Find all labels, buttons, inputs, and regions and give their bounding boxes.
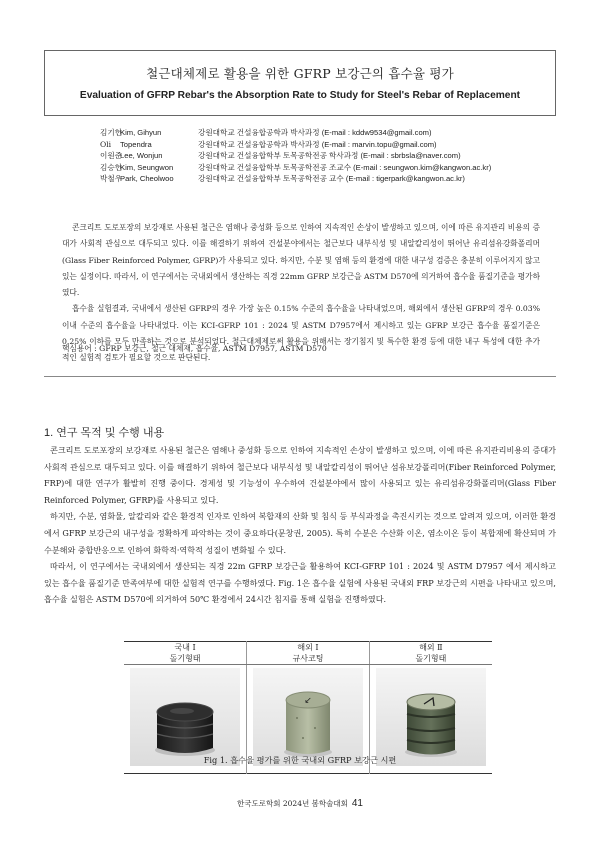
group-label: 해외 Ⅱ (369, 642, 492, 654)
type-label: 돌기형태 (124, 653, 247, 665)
figure-caption: Fig 1. 흡수율 평가를 위한 국내외 GFRP 보강근 시편 (203, 755, 397, 765)
author-name-kr: 김기헌 (100, 128, 123, 137)
type-label: 규사코팅 (247, 653, 370, 665)
author-name-kr: 김승헌 (100, 162, 123, 172)
section-divider (44, 376, 556, 377)
specimen-photo-domestic-1 (130, 668, 240, 766)
author-name-en: Kim, Gihyun (120, 128, 162, 137)
author-affiliation: 강원대학교 건설융합공학과 박사과정 (E-mail : marvin.topu@gmail.com) (198, 139, 437, 149)
author-name-en: Lee, Wonjun (120, 151, 163, 161)
author-name-en: Park, Cheolwoo (120, 174, 174, 184)
group-label: 해외 Ⅰ (247, 642, 370, 654)
author-row (100, 127, 491, 139)
title-english: Evaluation of GFRP Rebar's the Absorption Rate to Study for Steel's Rebar of Replacement (79, 90, 521, 101)
group-label: 국내 Ⅰ (174, 643, 196, 652)
author-name-kr: 박철우 (100, 174, 123, 184)
type-label: 돌기형태 (369, 653, 492, 665)
abstract-paragraph: 흡수율 실험결과, 국내에서 생산된 GFRP의 경우 가장 높은 0.15% 수준의 흡수율을 나타내었으며, 해외에서 생산된 GFRP의 경우 0.03% 이내 수준의 흡수율을 나타내었다. 이는 KCI-GFRP 101 : 2024 및 ASTM D7957에서 제시하고 있는 GFRP 보강근 흡수율 품질기준은 0.25% 이하를 모두 만족하는 것으로 분석되었다. 철근대체제로써 활용을 위해서는 장기침지 및 특수한 환경 등에 대한 내구 특성에 대한 추가적인 실험적 검토가 필요할 것으로 판단된다. (62, 304, 540, 363)
author-row (100, 150, 491, 162)
footer-conference: 한국도로학회 2024년 봄학술대회 (237, 799, 348, 808)
section-heading: 1. 연구 목적 및 수행 내용 (44, 427, 165, 439)
author-affiliation: 강원대학교 건설융합학부 토목공학전공 교수 (E-mail : tigerpark@kangwon.ac.kr) (198, 174, 465, 184)
author-row (100, 139, 491, 151)
author-affiliation: 강원대학교 건설융합학부 토목공학전공 조교수 (E-mail : seungwon.kim@kangwon.ac.kr) (198, 162, 492, 172)
author-name-kr: 이원준 (100, 151, 123, 161)
section-body (44, 442, 556, 608)
author-name-en: Topendra (120, 139, 152, 149)
author-row (100, 173, 491, 185)
page-number: 41 (351, 798, 363, 809)
body-paragraph: 콘크리트 도로포장의 보강재로 사용된 철근은 염해나 중성화 등으로 인하여 지속적인 손상이 발생하고 있으며, 이에 따른 유지관리비용의 증대가 사회적 관심으로 대두되고 있다. 이를 해결하기 위하여 철근보다 내부식성 및 내알칼리성이 뛰어난 섬유보강폴리머(Fiber Reinforced Polymer, FRP)에 대한 연구가 활발히 진행 중이다. 경제성 및 기능성이 우수하여 건설분야에서 많이 사용되고 있는 유리섬유강화폴리머(Glass Fiber Reinforced Polymer, GFRP)를 사용되고 있다. (44, 445, 556, 505)
author-name-en: Kim, Seungwon (120, 162, 174, 172)
page-footer (0, 798, 600, 809)
author-affiliation: 강원대학교 건설융합학부 토목공학전공 학사과정 (E-mail : sbrbsla@naver.com) (198, 151, 461, 161)
body-paragraph: 하지만, 수분, 염화물, 알칼리와 같은 환경적 인자로 인하여 복합재의 산화 및 침식 등 부식과정을 촉진시키는 것으로 알려져 있으며, 이러한 환경에서 GFRP 보강근의 내구성을 정확하게 파악하는 것이 중요하다(문창권, 2005). 특히 수분은 수산화 이온, 염소이온 등이 복합재에 확산되며 가수분해와 중합반응으로 인하여 화학적·역학적 성질이 변화될 수 있다. (44, 511, 556, 555)
group-row (124, 642, 492, 654)
type-row (124, 653, 492, 665)
body-paragraph: 따라서, 이 연구에서는 국내외에서 생산되는 직경 22m GFRP 보강근을 활용하여 KCI-GFRP 101 : 2024 및 ASTM D7957 에서 제시하고 있는 흡수율 품질기준 만족여부에 대한 실험적 연구를 수행하였다. Fig. 1은 흡수율 실험에 사용된 국내외 FRP 보강근의 시편을 나타내고 있으며, 흡수율 실험은 ASTM D570에 의거하여 50℃ 환경에서 24시간 침지를 통해 실험을 진행하였다. (44, 561, 556, 605)
specimen-photo-overseas-1 (253, 668, 363, 766)
specimen-photo-overseas-2 (376, 668, 486, 766)
author-name-kr: Oli (100, 139, 112, 149)
svg-text:↙: ↙ (304, 696, 312, 706)
title-box (44, 50, 556, 116)
author-list (100, 127, 491, 185)
author-affiliation: 강원대학교 건설융합공학과 박사과정 (E-mail : kddw9534@gmail.com) (198, 128, 432, 137)
title-korean: 철근대체제로 활용을 위한 GFRP 보강근의 흡수율 평가 (146, 66, 454, 81)
author-row (100, 162, 491, 174)
abstract-paragraph: 콘크리트 도로포장의 보강재로 사용된 철근은 염해나 중성화 등으로 인하여 지속적인 손상이 발생하고 있으며, 이에 따른 유지관리 비용의 증대가 사회적 관심으로 대두되고 있다. 이를 해결하기 위하여 건설분야에서는 철근보다 내부식성 및 내알칼리성이 뛰어난 유리섬유강화폴리머(Glass Fiber Reinforced Polymer, GFRP)가 사용되고 있다. 하지만, 수분 및 염해 등의 환경에 대한 내구성 검증은 충분히 이루어지지 않고 있는 실정이다. 따라서, 이 연구에서는 국내외에서 생산하는 직경 22mm GFRP 보강근을 ASTM D570에 의거하여 흡수율 품질기준을 평가하였다. (62, 223, 540, 298)
keywords: 핵심용어 : GFRP 보강근, 철근 대체재, 흡수율, ASTM D7957, ASTM D570 (62, 344, 327, 353)
